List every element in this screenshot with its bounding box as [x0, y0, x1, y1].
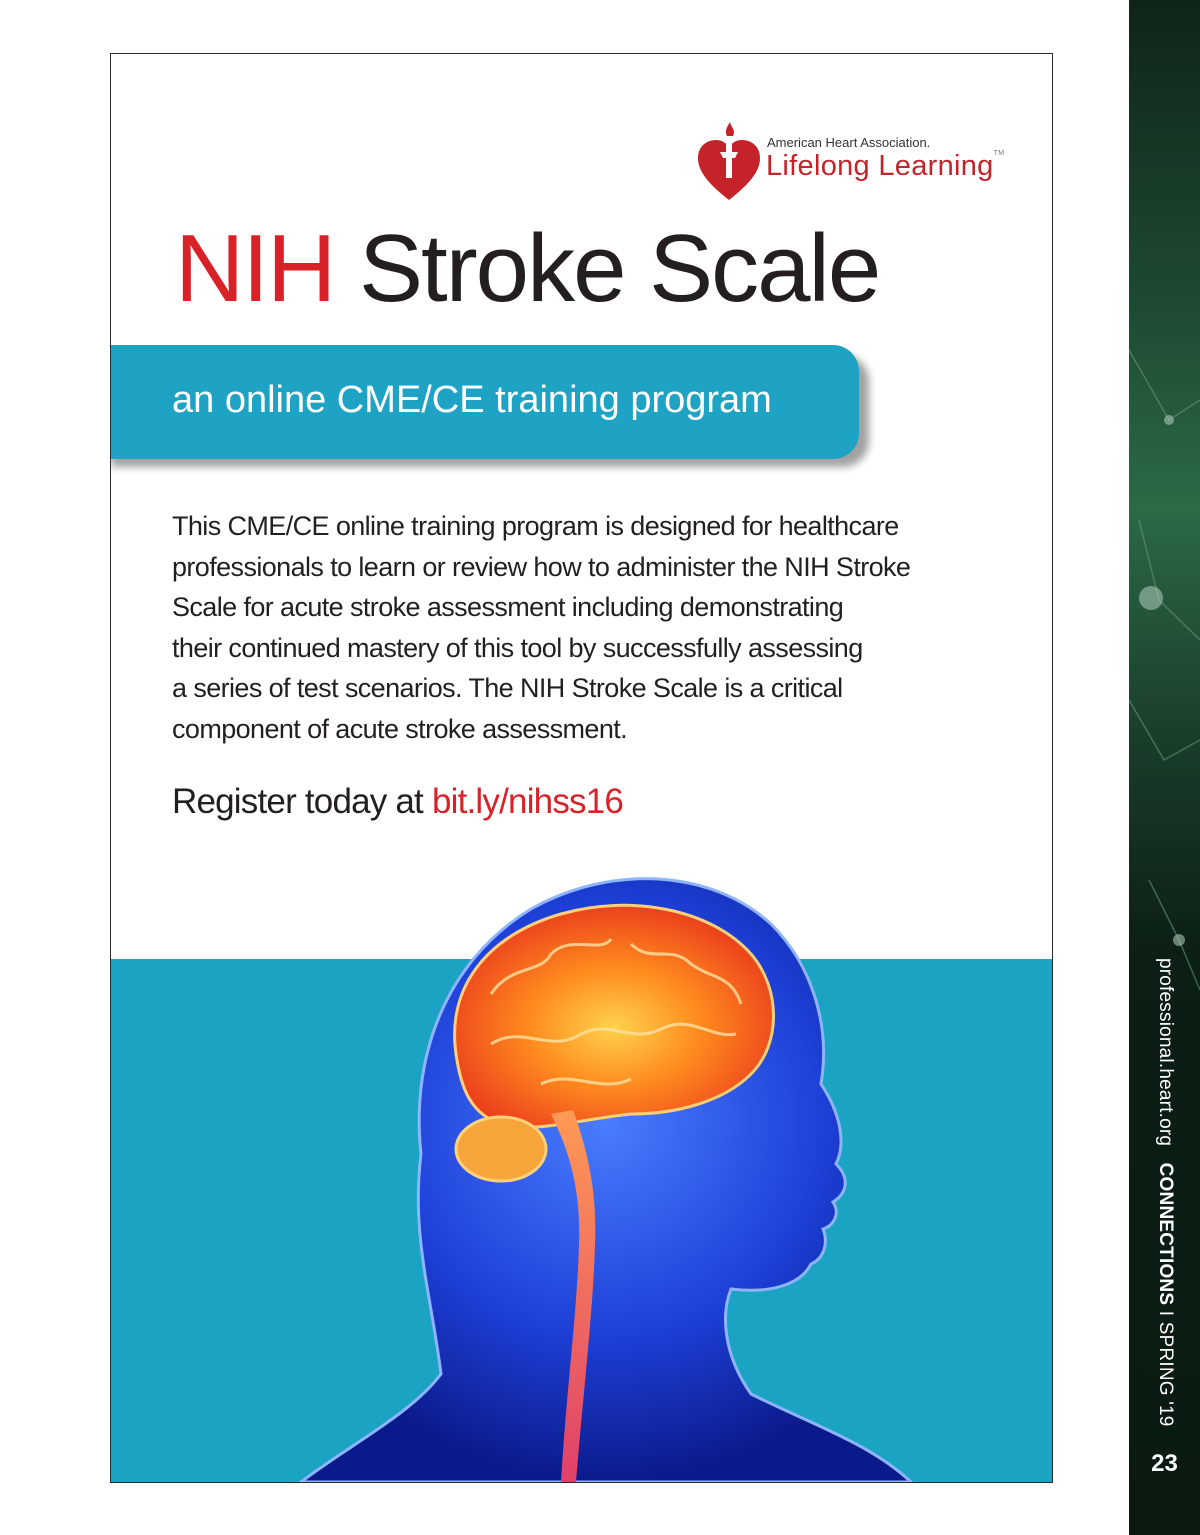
page-title — [175, 214, 879, 324]
logo-name-text: Lifelong Learning — [766, 150, 994, 182]
program-banner — [111, 345, 859, 459]
rail-site: professional.heart.org — [1155, 958, 1176, 1147]
aha-logo — [694, 102, 1014, 192]
description-line: Scale for acute stroke assessment including demonstrating — [172, 592, 844, 622]
logo-lifelong-learning — [766, 150, 1004, 183]
rail-issue: SPRING '19 — [1155, 1321, 1176, 1427]
rail-caption — [1141, 958, 1189, 1427]
human-head-brain-icon — [111, 814, 1052, 1482]
banner-text: an online CME/CE training program — [172, 379, 772, 421]
title-red-part: NIH — [175, 215, 335, 322]
page-number: 23 — [1151, 1450, 1178, 1477]
rail-separator: I — [1155, 1310, 1176, 1317]
description-line: a series of test scenarios. The NIH Stroke Scale is a critical — [172, 673, 843, 703]
heart-torch-icon — [694, 122, 764, 212]
description-line: component of acute stroke assessment. — [172, 713, 628, 744]
description-line: their continued mastery of this tool by successfully assessing — [172, 632, 863, 663]
register-prefix: Register today at — [172, 782, 423, 821]
nihss-advertisement — [110, 53, 1053, 1483]
description-line: professionals to learn or review how to administer the NIH Stroke — [172, 551, 911, 582]
description-line: This CME/CE online training program is designed for healthcare — [172, 511, 899, 541]
logo-organization: American Heart Association. — [767, 135, 931, 150]
description-paragraph — [172, 506, 1022, 749]
logo-trademark: TM — [993, 150, 1005, 157]
title-dark-part: Stroke Scale — [359, 215, 880, 322]
register-link[interactable]: bit.ly/nihss16 — [431, 782, 624, 821]
rail-magazine: CONNECTIONS — [1155, 1162, 1176, 1306]
